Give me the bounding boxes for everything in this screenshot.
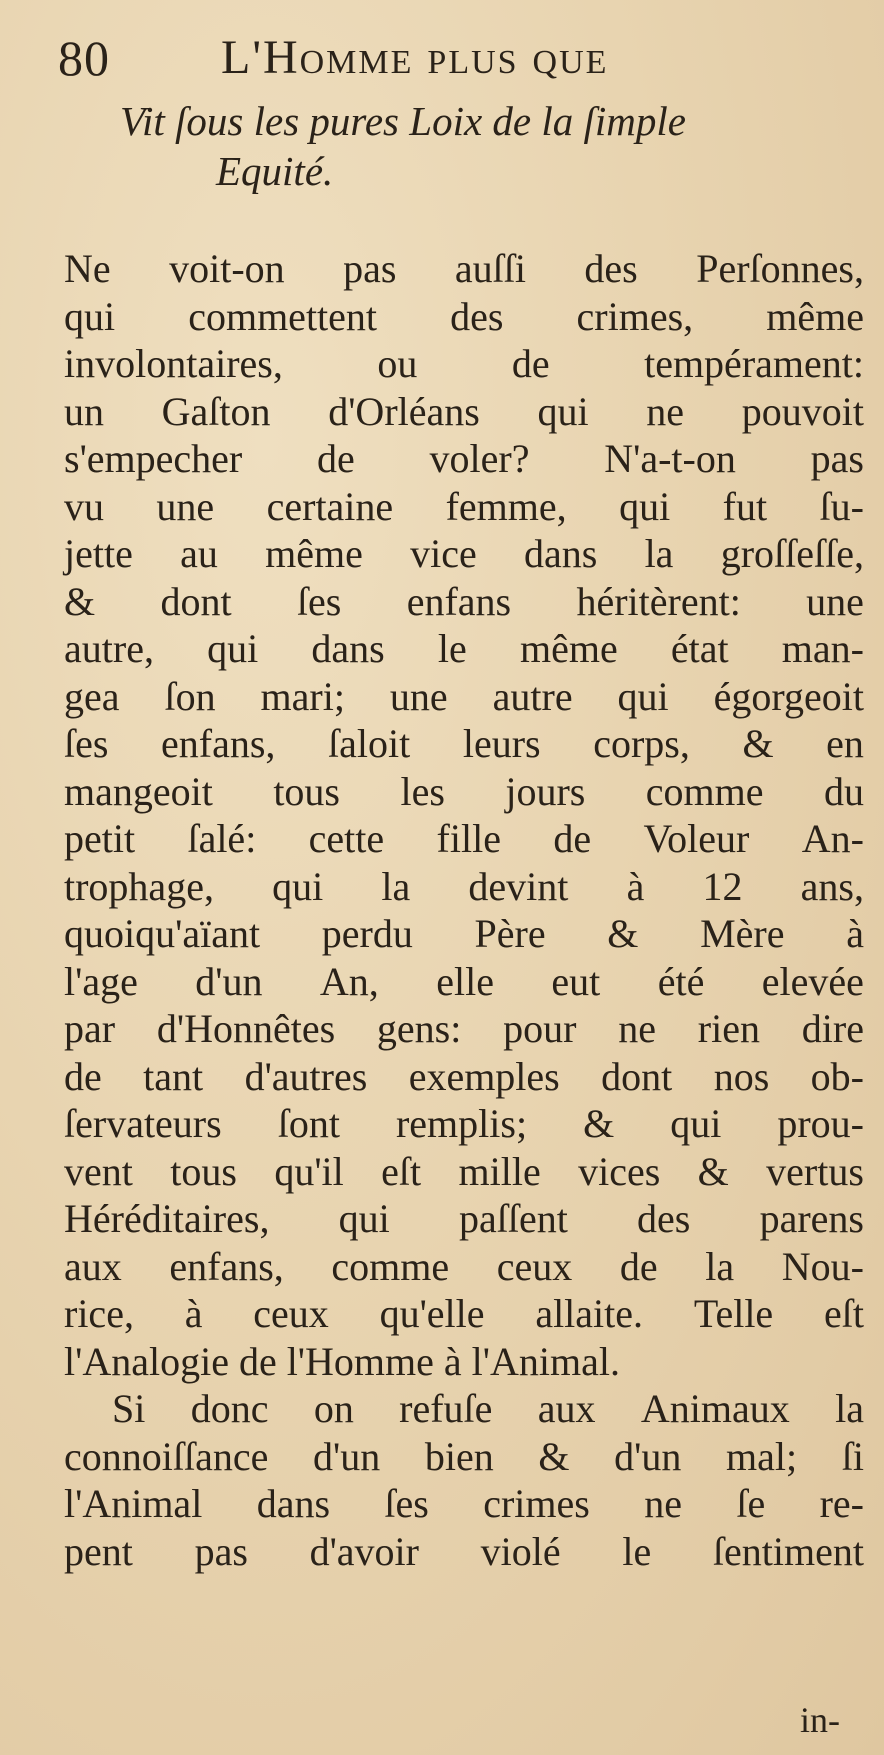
page-number: 80 bbox=[58, 30, 110, 86]
text-line: jette au même vice dans la groſſeſſe, bbox=[64, 531, 864, 576]
text-line: autre, qui dans le même état man- bbox=[64, 626, 864, 671]
text-line: mangeoit tous les jours comme du bbox=[64, 768, 864, 814]
text-line: petit ſalé: cette fille de Voleur An- bbox=[64, 816, 864, 861]
text-line: vu une certaine femme, qui fut ſu- bbox=[64, 483, 864, 529]
text-line: s'empecher de voler? N'a-t-on pas bbox=[64, 436, 864, 481]
running-title: L'Homme plus que bbox=[221, 31, 609, 84]
text-line: pent pas d'avoir violé le ſentiment bbox=[64, 1528, 864, 1574]
text-line: rice, à ceux qu'elle allaite. Telle eſt bbox=[64, 1291, 864, 1336]
text-line: connoiſſance d'un bien & d'un mal; ſi bbox=[64, 1433, 864, 1479]
text-line: gea ſon mari; une autre qui égorgeoit bbox=[64, 673, 864, 719]
text-line: & dont ſes enfans héritèrent: une bbox=[64, 578, 864, 624]
epigraph-line: Vit ſous les pures Loix de la ſimple bbox=[120, 98, 686, 144]
text-line: par d'Honnêtes gens: pour ne rien dire bbox=[64, 1006, 864, 1051]
catchword: in- bbox=[800, 1700, 840, 1740]
text-line: de tant d'autres exemples dont nos ob- bbox=[64, 1053, 864, 1099]
text-line: Si donc on refuſe aux Animaux la bbox=[112, 1386, 864, 1431]
text-line: l'age d'un An, elle eut été elevée bbox=[64, 958, 864, 1004]
text-line: involontaires, ou de tempérament: bbox=[64, 341, 864, 386]
text-line: l'Animal dans ſes crimes ne ſe re- bbox=[64, 1481, 864, 1526]
body-text bbox=[64, 245, 864, 1575]
text-line: aux enfans, comme ceux de la Nou- bbox=[64, 1243, 864, 1289]
text-line: Héréditaires, qui paſſent des parens bbox=[64, 1196, 864, 1241]
page-header bbox=[58, 30, 858, 90]
text-line: vent tous qu'il eſt mille vices & vertus bbox=[64, 1148, 864, 1194]
text-line: Ne voit-on pas auſſi des Perſonnes, bbox=[64, 246, 864, 291]
epigraph-line: Equité. bbox=[216, 148, 334, 194]
text-line: ſervateurs ſont remplis; & qui prou- bbox=[64, 1101, 864, 1146]
text-line: qui commettent des crimes, même bbox=[64, 293, 864, 339]
epigraph bbox=[120, 96, 860, 196]
text-line: l'Analogie de l'Homme à l'Animal. bbox=[64, 1338, 620, 1384]
text-line: un Gaſton d'Orléans qui ne pouvoit bbox=[64, 388, 864, 434]
text-line: trophage, qui la devint à 12 ans, bbox=[64, 863, 864, 909]
text-line: ſes enfans, ſaloit leurs corps, & en bbox=[64, 721, 864, 766]
text-line: quoiqu'aïant perdu Père & Mère à bbox=[64, 911, 864, 956]
